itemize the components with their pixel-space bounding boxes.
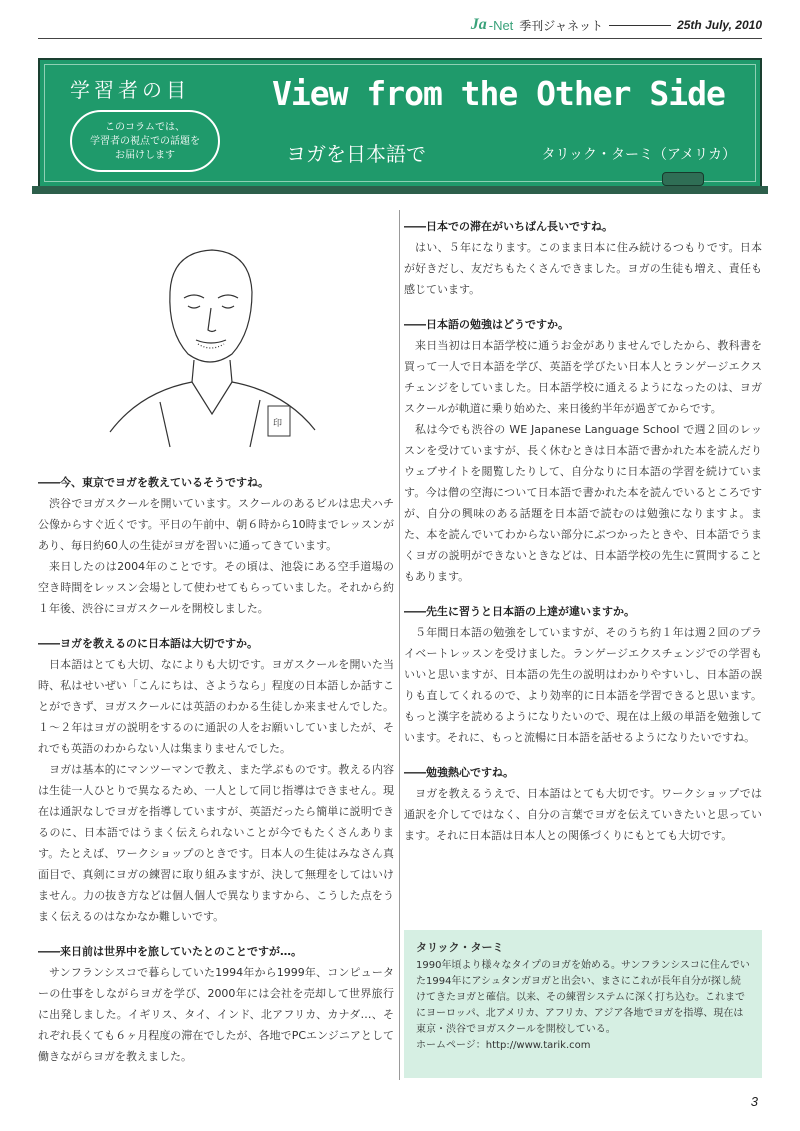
author-profile-box bbox=[404, 930, 762, 1078]
interview-answer: 私は今でも渋谷の WE Japanese Language School で週２回のレッスンを受けていますが、長く休むときは日本語で書かれた本を読んだりウェブサイトを閲覧したりして、自分なりに日本語の学習を続けています。今は僧の空海について日本語で書かれた本を読んでいるところですが、自分の興味のある話題を日本語で読むのは勉強になりますよ。また、本を読んでいてわからない部分にぶつかったときや、日本語でうまくヨガの説明ができないときなどは、日本語学校の先生に質問することもあります。 bbox=[404, 423, 762, 583]
interview-answer: ５年間日本語の勉強をしていますが、そのうち約１年は週２回のプライベートレッスンを受けました。ランゲージエクスチェンジでの学習もいいと思いますが、日本語の先生の説明はわかりやすいし、日本語の誤りも直してくれるので、より効率的に日本語を学習できると思います。もっと漢字を読めるようになりたいので、現在は上級の単語を勉強しています。それに、もっと流暢に日本語を話せるようになりたいですね。 bbox=[404, 626, 762, 744]
interview-answer: ヨガを教えるうえで、日本語はとても大切です。ワークショップでは通訳を介してではなく、自分の言葉でヨガを伝えていきたいと思っています。それに日本語は日本人との関係づくりにもとても大切です。 bbox=[404, 787, 762, 842]
publication-logo: Ja bbox=[470, 16, 487, 33]
column-desc-line: このコラムでは、 bbox=[105, 122, 185, 133]
interview-question: ――ヨガを教えるのに日本語は大切ですか。 bbox=[38, 637, 258, 650]
column-divider bbox=[399, 210, 400, 1080]
column-desc-line: 学習者の視点での話題を bbox=[90, 136, 200, 147]
article-title: View from the Other Side bbox=[272, 74, 725, 113]
publication-name: 季刊ジャネット bbox=[519, 18, 604, 33]
column-description bbox=[70, 110, 220, 172]
interview-answer: 渋谷でヨガスクールを開いています。スクールのあるビルは忠犬ハチ公像からすぐ近くです。平日の午前中、朝６時から10時までレッスンがあり、毎日約60人の生徒がヨガを習いに通ってきています。 bbox=[38, 497, 394, 552]
interview-answer: はい、５年になります。このまま日本に住み続けるつもりです。日本が好きだし、友だちもたくさんできました。ヨガの生徒も増え、責任も感じています。 bbox=[404, 241, 762, 296]
column-title: 学習者の目 bbox=[70, 78, 190, 102]
interview-question: ――来日前は世界中を旅していたとのことですが…。 bbox=[38, 945, 302, 958]
interview-question: ――日本語の勉強はどうですか。 bbox=[404, 318, 569, 331]
interview-answer: 来日当初は日本語学校に通うお金がありませんでしたから、教科書を買って一人で日本語を学び、英語を学びたい日本人とランゲージエクスチェンジをしていました。日本語学校に通えるようになったのは、ヨガスクールが軌道に乗り始めた、来日後約半年が過ぎてからです。 bbox=[404, 339, 762, 415]
profile-name: タリック・ターミ bbox=[416, 941, 504, 954]
article-column-left bbox=[38, 472, 394, 1067]
article-column-right bbox=[404, 216, 762, 846]
header-rule bbox=[609, 25, 671, 26]
chalkboard-ledge bbox=[32, 186, 768, 194]
svg-text:印: 印 bbox=[273, 419, 283, 429]
interview-answer: 来日したのは2004年のことです。その頃は、池袋にある空手道場の空き時間をレッスン会場として使わせてもらっていました。それから約１年後、渋谷にヨガスクールを開校しました。 bbox=[38, 560, 394, 615]
page-number: 3 bbox=[750, 1094, 758, 1109]
column-desc-line: お届けします bbox=[115, 150, 175, 161]
interview-question: ――先生に習うと日本語の上達が違いますか。 bbox=[404, 605, 635, 618]
article-author: タリック・ターミ（アメリカ） bbox=[541, 147, 736, 163]
publication-logo-suffix: -Net bbox=[488, 17, 514, 33]
interview-answer: ヨガは基本的にマンツーマンで教え、また学ぶものです。教える内容は生徒一人ひとりで異なるため、一人として同じ指導はできません。現在は通訳なしでヨガを指導していますが、英語だったら簡単に説明できるのに、日本語ではうまく伝えられないことが今でもたくさんあります。たとえば、ワークショップのときです。日本人の生徒はみなさん真面目で、真剣にヨガの練習に取り組みますが、決して無理をしてはいけません。力の抜き方などは個人個人で異なりますから、こうした点をうまく伝えるのはなかなか難しいです。 bbox=[38, 763, 394, 923]
profile-bio: 1990年頃より様々なタイプのヨガを始める。サンフランシスコに住んでいた1994年にアシュタンガヨガと出会い、まさにこれが長年自分が探し続けてきたヨガと確信。以来、その練習システムに深く打ち込む。これまでにヨーロッパ、北アメリカ、アフリカ、アジア各地でヨガを指導、現在は東京・渋谷でヨガスクールを開校している。 bbox=[416, 960, 750, 1035]
interview-answer: 日本語はとても大切、なによりも大切です。ヨガスクールを開いた当時、私はせいぜい「こんにちは、さようなら」程度の日本語しか話すことができず、ヨガスクールには英語のわかる生徒しか来ませんでした。１～２年はヨガの説明をするのに通訳の人をお願いしていましたが、それでも英語のわからない人は集まりませんでした。 bbox=[38, 658, 394, 755]
interview-question: ――今、東京でヨガを教えているそうですね。 bbox=[38, 476, 269, 489]
interview-question: ――日本での滞在がいちばん長いですね。 bbox=[404, 220, 613, 233]
header-divider bbox=[38, 38, 762, 39]
chalk-eraser-icon bbox=[662, 172, 704, 186]
interview-question: ――勉強熱心ですね。 bbox=[404, 766, 514, 779]
profile-homepage: ホームページ：http://www.tarik.com bbox=[416, 1040, 591, 1051]
author-portrait-illustration bbox=[100, 232, 330, 452]
interview-answer: サンフランシスコで暮らしていた1994年から1999年、コンピューターの仕事をしながらヨガを学び、2000年には会社を売却して世界旅行に出発しました。イギリス、タイ、インド、北アフリカ、カナダ…、それぞれ長くても６ヶ月程度の滞在でしたが、各地でPCエンジニアとして働きながらヨガを教えました。 bbox=[38, 966, 394, 1063]
page-header bbox=[471, 14, 762, 36]
issue-date: 25th July, 2010 bbox=[677, 18, 762, 32]
article-subtitle: ヨガを日本語で bbox=[286, 142, 426, 166]
column-banner bbox=[38, 58, 762, 188]
